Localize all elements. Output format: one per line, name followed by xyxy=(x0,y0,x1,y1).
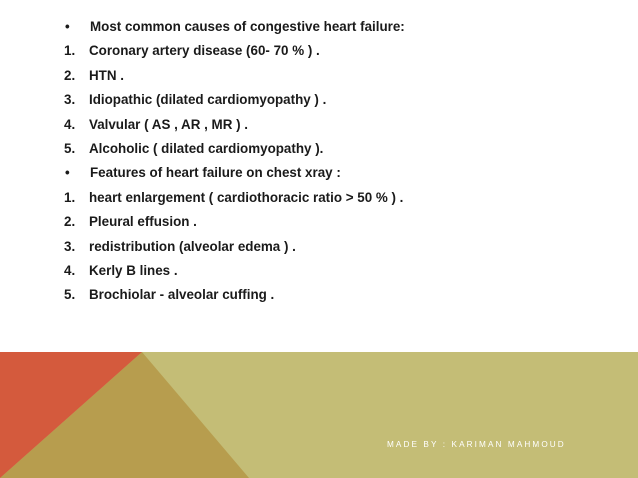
list-marker: 3. xyxy=(64,92,76,108)
list-text: Coronary artery disease (60- 70 % ) . xyxy=(89,43,320,59)
footer-band xyxy=(0,352,638,478)
list-text: heart enlargement ( cardiothoracic ratio > 50 % ) . xyxy=(89,189,404,205)
slide-content xyxy=(64,19,624,312)
list-text: redistribution (alveolar edema ) . xyxy=(89,238,296,254)
list-marker: • xyxy=(65,165,70,181)
list-text: HTN . xyxy=(89,67,124,83)
list-item xyxy=(64,92,624,116)
list-marker: 1. xyxy=(64,43,76,59)
list-marker: 5. xyxy=(64,140,76,156)
list-text: Valvular ( AS , AR , MR ) . xyxy=(89,116,248,132)
list-marker: 1. xyxy=(64,189,76,205)
footer-decoration xyxy=(0,352,638,478)
list-item xyxy=(64,287,624,311)
list-item xyxy=(64,43,624,67)
list-marker: 4. xyxy=(64,262,76,278)
list-marker: • xyxy=(65,19,70,34)
list-marker: 3. xyxy=(64,238,76,254)
list-item xyxy=(64,214,624,238)
list-marker: 4. xyxy=(64,116,76,132)
footer-credit: MADE BY : KARIMAN MAHMOUD xyxy=(387,440,566,449)
list-text: Features of heart failure on chest xray : xyxy=(90,165,341,181)
list-marker: 5. xyxy=(64,287,76,303)
bullet-heading-features xyxy=(64,165,624,189)
list-text: Idiopathic (dilated cardiomyopathy ) . xyxy=(89,92,327,108)
list-item xyxy=(64,190,624,214)
list-item xyxy=(64,141,624,165)
list-text: Pleural effusion . xyxy=(89,214,197,230)
list-text: Kerly B lines . xyxy=(89,262,178,278)
list-text: Brochiolar - alveolar cuffing . xyxy=(89,287,275,303)
list-item xyxy=(64,263,624,287)
list-text: Alcoholic ( dilated cardiomyopathy ). xyxy=(89,140,324,156)
list-item xyxy=(64,239,624,263)
list-marker: 2. xyxy=(64,67,76,83)
list-item xyxy=(64,68,624,92)
bullet-heading-causes xyxy=(64,19,624,43)
list-text: Most common causes of congestive heart failure: xyxy=(90,19,405,34)
list-item xyxy=(64,117,624,141)
list-marker: 2. xyxy=(64,214,76,230)
